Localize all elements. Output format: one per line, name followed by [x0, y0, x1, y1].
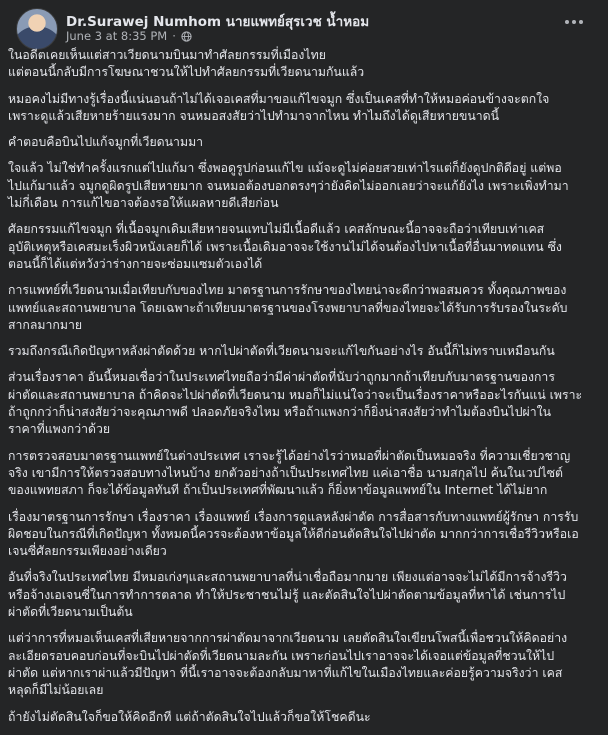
author-name[interactable]: Dr.Surawej Numhom นายแพทย์สุรเวช น้ำหอม [66, 14, 370, 30]
post-paragraph: หมอคงไม่มีทางรู้เรื่องนี้แน่นอนถ้าไม่ได้เจอเคสที่มาขอแก้ไขจมูก ซึ่งเป็นเคสที่ทำให้หมอค่อนข้างจะตกใจ เพราะดูแล้วเสียหายร้ายแรงมาก จนหมอสงสัยว่าไปทำมาจากไหน ทำไมถึงได้ดูเสียหายขนาดนี้ [8, 91, 550, 123]
post-date[interactable]: June 3 at 8:35 PM [66, 29, 168, 43]
meta-separator: · [172, 29, 176, 43]
post-paragraph: การแพทย์ที่เวียดนามเมื่อเทียบกับของไทย มาตรฐานการรักษาของไทยน่าจะดีกว่าพอสมควร ทั้งคุณภาพของ แพทย์และสถานพยาบาล โดยเฉพาะถ้าเทียบมาตรฐานของโรงพยาบาลที่ของไทยจะได้รับการรับรองในระดับ สากลมากมาย [8, 283, 568, 332]
post-paragraph: ในอดีตเคยเห็นแต่สาวเวียดนามบินมาทำศัลยกรรมที่เมืองไทย แต่ตอนนี้กลับมีการโฆษณาชวนให้ไปทำศัลยกรรมที่เวียดนามกันแล้ว [8, 48, 365, 80]
more-options-icon[interactable] [560, 12, 588, 32]
post-paragraph: เรื่องมาตรฐานการรักษา เรื่องราคา เรื่องแพทย์ เรื่องการดูแลหลังผ่าตัด การสื่อสารกับทางแพทย์ผู้รักษา การรับ ผิดชอบในกรณีที่เกิดปัญหา ทั้งหมดนี้ควรจะต้องหาข้อมูลให้ดีก่อนตัดสินใจไปผ่าตัด มากกว่าการเชื่อรีวิวหรือเอ เจนซี่ศัลยกรรมเพียงอย่างเดียว [8, 509, 579, 559]
globe-icon[interactable] [181, 31, 192, 42]
post-paragraph: ใจแล้ว ไม่ใช่ทำครั้งแรกแต่ไปแก้มา ซึ่งพอดูรูปก่อนแก้ไข แม้จะดูไม่ค่อยสวยเท่าไรแต่ก็ยังดูปกติดีอยู่ แต่พอ ไปแก้มาแล้ว จมูกดูผิดรูปเสียหายมาก จนหมอต้องบอกตรงๆว่ายังคิดไม่ออกเลยว่าจะแก้ยังไง เพราะเพิ่งทำมา ไม่กี่เดือน การแก้ไขอาจต้องรอให้แผลหายดีเสียก่อน [8, 161, 569, 211]
post-paragraph: ส่วนเรื่องราคา อันนี้หมอเชื่อว่าในประเทศไทยถือว่ามีค่าผ่าตัดที่นับว่าถูกมากถ้าเทียบกับมาตรฐานของการ ผ่าตัดและสถานพยาบาล ถ้าคิดจะไปผ่าตัดที่เวียดนาม หมอก็ไม่แน่ใจว่าจะเป็นเรื่องราคาหรืออะไรกันแน่ เพราะ ถ้าถูกกว่าก็น่าสงสัยว่าจะคุณภาพดี ปลอดภัยจริงไหม หรือถ้าแพงกว่าก็ยิ่งน่าสงสัยว่าทำไมต้องบินไปผ่าใน ราคาที่แพงกว่าด้วย [8, 370, 583, 437]
post-paragraph: ศัลยกรรมแก้ไขจมูก ที่เนื้อจมูกเดิมเสียหายจนแทบไม่มีเนื้อดีแล้ว เคสลักษณะนี้อาจจะถือว่าเทียบเท่าเคส อุบัติเหตุหรือเคสมะเร็งผิวหนังเลยก็ได้ เพราะเนื้อเดิมอาจจะใช้งานไม่ได้จนต้องไปหาเนื้อที่อื่นมาทดแทน ซึ่ง ตอนนี้ก็ได้แต่หวังว่าร่างกายจะซ่อมแซมตัวเองได้ [8, 222, 562, 271]
post-meta [66, 29, 192, 43]
post-paragraph: ถ้ายังไม่ตัดสินใจก็ขอให้คิดอีกที แต่ถ้าตัดสินใจไปแล้วก็ขอให้โชคดีนะ [8, 709, 371, 724]
post-paragraph: คำตอบคือบินไปแก้จมูกที่เวียดนามมา [8, 135, 204, 150]
post-body [8, 47, 598, 735]
post-paragraph: แต่ว่าการที่หมอเห็นเคสที่เสียหายจากการผ่าตัดมาจากเวียดนาม เลยตัดสินใจเขียนโพสนี้เพื่อชวนให้คิดอย่าง ละเอียดรอบคอบก่อนที่จะบินไปผ่าตัดที่เวียดนามละกัน เพราะก่อนไปเราอาจจะได้เจอแต่ข้อมูลที่ชวนให้ไป ผ่าตัด แต่หากเราผ่าแล้วมีปัญหา ที่นี้เราอาจจะต้องกลับมาหาที่แก้ไขในเมืองไทยและค่อยรู้ความจริงว่า เคส หลุดก็มีไม่น้อยเลย [8, 631, 568, 698]
post-header [8, 0, 600, 44]
author-avatar[interactable] [16, 8, 58, 50]
post-paragraph: รวมถึงกรณีเกิดปัญหาหลังผ่าตัดด้วย หากไปผ่าตัดที่เวียดนามจะแก้ไขกันอย่างไร อันนี้ก็ไม่ทราบเหมือนกัน [8, 344, 555, 359]
post-paragraph: อันที่จริงในประเทศไทย มีหมอเก่งๆและสถานพยาบาลที่น่าเชื่อถือมากมาย เพียงแต่อาจจะไม่ได้มีการจ้างรีวิว หรือจ้างเอเจนซี่ในการทำการตลาด ทำให้ประชาชนไม่รู้ และตัดสินใจไปผ่าตัดตามข้อมูลที่หาได้ เช่นการไป ผ่าตัดที่เวียดนามเป็นต้น [8, 570, 567, 620]
post-paragraph: การตรวจสอบมาตรฐานแพทย์ในต่างประเทศ เราจะรู้ได้อย่างไรว่าหมอที่ผ่าตัดเป็นหมอจริง ที่ความเชี่ยวชาญ จริง เขามีการให้ตรวจสอบทางไหนบ้าง ยกตัวอย่างถ้าเป็นประเทศไทย แค่เอาชื่อ นามสกุลไป ค้นในเวปไซต์ ของแพทยสภา ก็จะได้ข้อมูลทันที ถ้าเป็นประเทศที่พัฒนาแล้ว ก็ยิ่งหาข้อมูลแพทย์ใน Internet ได้ไม่ยาก [8, 448, 571, 498]
